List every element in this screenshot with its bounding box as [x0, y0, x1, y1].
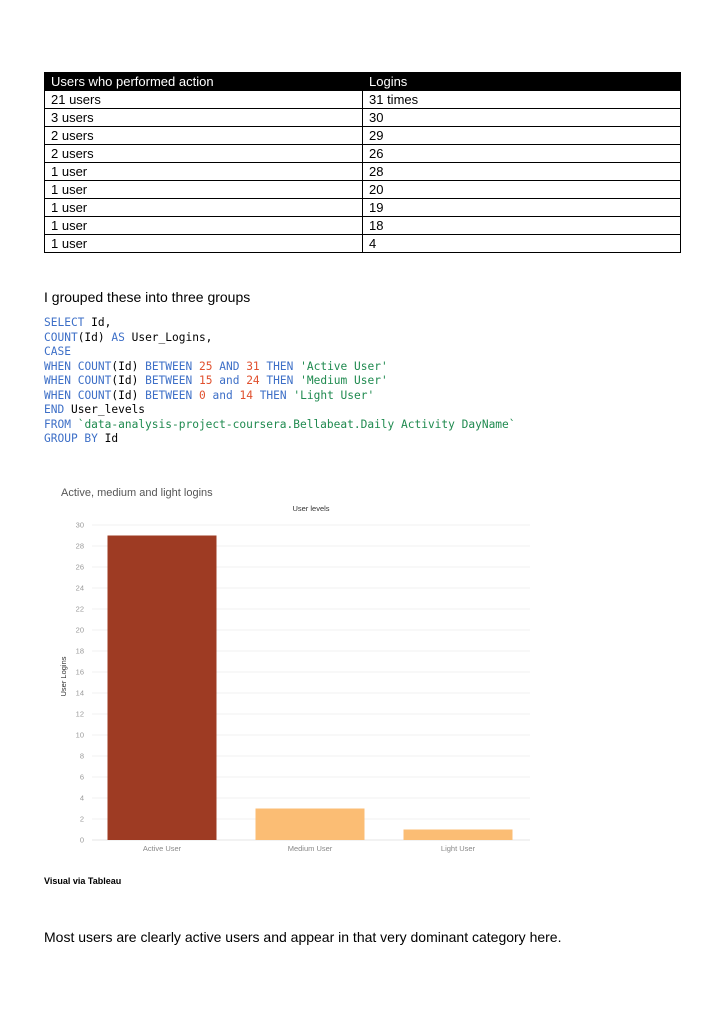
- cell-logins: 26: [363, 145, 681, 163]
- code-token: 14: [239, 388, 253, 402]
- code-token: THEN: [259, 388, 287, 402]
- cell-users: 2 users: [45, 127, 363, 145]
- cell-users: 1 user: [45, 235, 363, 253]
- code-token: Id: [97, 432, 119, 445]
- bar: [108, 536, 217, 841]
- cell-logins: 20: [363, 181, 681, 199]
- code-token: WHEN: [44, 359, 71, 373]
- code-token: User_Logins,: [124, 330, 213, 344]
- code-token: (Id): [111, 388, 146, 402]
- code-token: 'Light User': [293, 388, 375, 402]
- y-tick-label: 8: [79, 751, 84, 761]
- code-token: WHEN: [44, 374, 71, 387]
- y-tick-label: 0: [79, 835, 84, 845]
- code-token: AS: [111, 330, 125, 344]
- code-token: 25: [198, 359, 213, 373]
- y-tick-label: 24: [75, 583, 84, 593]
- y-tick-label: 14: [75, 688, 84, 698]
- chart-title: User levels: [292, 504, 330, 513]
- code-token: and: [212, 388, 233, 402]
- code-token: FROM: [44, 417, 71, 431]
- y-tick-label: 28: [75, 541, 84, 551]
- code-token: (Id): [77, 330, 112, 344]
- code-token: (Id): [111, 359, 146, 373]
- cell-logins: 19: [363, 199, 681, 217]
- x-tick-label: Light User: [440, 844, 476, 853]
- y-tick-label: 18: [75, 646, 84, 656]
- cell-users: 3 users: [45, 109, 363, 127]
- y-tick-label: 16: [75, 667, 84, 677]
- header-logins: Logins: [363, 73, 681, 91]
- code-token: `data-analysis-project-coursera.Bellabeat.Daily Activity DayName`: [77, 417, 516, 431]
- lead-paragraph: I grouped these into three groups: [44, 289, 251, 305]
- cell-logins: 31 times: [363, 91, 681, 109]
- cell-logins: 30: [363, 109, 681, 127]
- bar: [404, 830, 513, 841]
- code-token: (Id): [111, 374, 146, 387]
- cell-users: 1 user: [45, 217, 363, 235]
- cell-logins: 4: [363, 235, 681, 253]
- cell-users: 21 users: [45, 91, 363, 109]
- code-token: Id,: [84, 316, 112, 329]
- x-tick-label: Medium User: [287, 844, 333, 853]
- code-token: COUNT: [77, 359, 112, 373]
- code-token: 15: [198, 374, 213, 387]
- code-token: BETWEEN: [145, 374, 193, 387]
- cell-logins: 28: [363, 163, 681, 181]
- cell-users: 1 user: [45, 163, 363, 181]
- code-token: User_levels: [64, 403, 146, 416]
- code-token: BETWEEN: [145, 388, 193, 402]
- chart-caption: Visual via Tableau: [44, 876, 122, 886]
- code-token: SELECT: [44, 316, 85, 329]
- y-tick-label: 10: [75, 730, 84, 740]
- code-token: AND: [219, 359, 240, 373]
- bar: [256, 809, 365, 841]
- code-token: 24: [246, 374, 260, 387]
- y-tick-label: 12: [75, 709, 84, 719]
- cell-logins: 29: [363, 127, 681, 145]
- y-tick-label: 30: [75, 520, 84, 530]
- code-token: THEN: [266, 374, 294, 387]
- code-token: GROUP BY: [44, 432, 98, 445]
- y-tick-label: 26: [75, 562, 84, 572]
- code-token: WHEN: [44, 388, 71, 402]
- header-users: Users who performed action: [45, 73, 363, 91]
- code-token: COUNT: [77, 388, 112, 402]
- cell-users: 1 user: [45, 181, 363, 199]
- code-token: BETWEEN: [145, 359, 193, 373]
- code-token: COUNT: [77, 374, 112, 387]
- closing-paragraph: Most users are clearly active users and appear in that very dominant category here.: [44, 929, 562, 945]
- cell-users: 2 users: [45, 145, 363, 163]
- code-token: 31: [246, 359, 260, 373]
- y-tick-label: 20: [75, 625, 84, 635]
- y-axis-label: User Logins: [59, 656, 68, 697]
- cell-users: 1 user: [45, 199, 363, 217]
- y-tick-label: 2: [79, 814, 84, 824]
- cell-logins: 18: [363, 217, 681, 235]
- code-token: COUNT: [44, 330, 78, 344]
- code-token: 0: [198, 388, 206, 402]
- y-tick-label: 22: [75, 604, 84, 614]
- code-token: CASE: [44, 345, 71, 358]
- chart-heading: Active, medium and light logins: [61, 487, 213, 499]
- code-token: 'Medium User': [300, 374, 388, 387]
- code-token: END: [44, 403, 65, 416]
- code-token: and: [219, 374, 240, 387]
- code-token: 'Active User': [300, 359, 388, 373]
- y-tick-label: 4: [79, 793, 84, 803]
- x-tick-label: Active User: [142, 844, 182, 853]
- y-tick-label: 6: [79, 772, 84, 782]
- code-token: THEN: [266, 359, 294, 373]
